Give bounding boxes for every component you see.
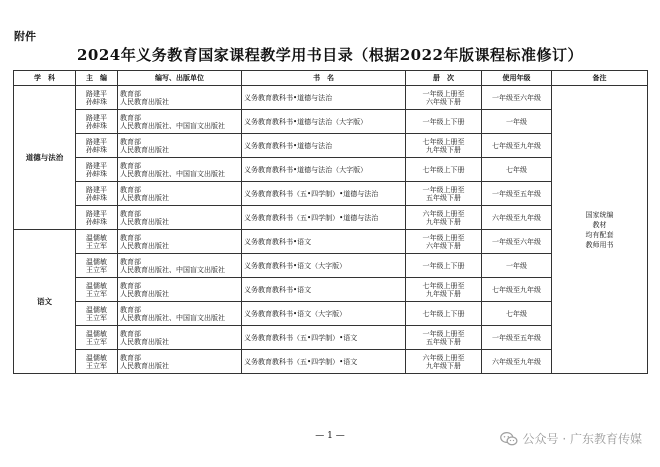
cell-line: 王立军 [86,265,107,274]
cell-line: 路建平 [86,113,107,122]
table-body [14,86,648,374]
watermark [500,430,642,447]
cell-line: 教育部 [120,281,141,290]
volume-cell [406,350,482,374]
publisher-cell [118,254,242,278]
cell-line: 温儒敏 [86,329,107,338]
volume-cell [406,134,482,158]
cell-line: 教育部 [120,305,141,314]
attachment-label: 附件 [14,30,36,43]
cell-line: 教育部 [120,209,141,218]
cell-line: 六年级下册 [426,97,461,106]
volume-cell [406,230,482,254]
book-title-cell: 义务教育教科书（五•四学制）•语文 [242,326,406,350]
cell-line: 人民教育出版社 [120,361,169,370]
book-title-cell: 义务教育教科书•道德与法治 [242,134,406,158]
publisher-cell [118,278,242,302]
subject-cell: 道德与法治 [14,86,76,230]
cell-line: 九年级下册 [426,361,461,370]
editor-cell [76,110,118,134]
cell-line: 路建平 [86,185,107,194]
cell-line: 温儒敏 [86,281,107,290]
cell-line: 教材 [592,220,607,229]
cell-line: 教育部 [120,353,141,362]
volume-cell [406,86,482,110]
publisher-cell [118,110,242,134]
cell-line: 一年级上下册 [422,261,465,270]
cell-line: 人民教育出版社 [120,145,169,154]
header-subject: 学 科 [14,71,76,86]
cell-line: 六年级下册 [426,241,461,250]
editor-cell [76,206,118,230]
editor-cell [76,230,118,254]
cell-line: 教育部 [120,89,141,98]
publisher-cell [118,206,242,230]
page-number: — 1 — [315,431,345,441]
watermark-text: 公众号 · 广东教育传媒 [522,432,642,446]
cell-line: 教育部 [120,257,141,266]
cell-line: 路建平 [86,137,107,146]
cell-line: 人民教育出版社 [120,241,169,250]
cell-line: 人民教育出版社 [120,289,169,298]
cell-line: 人民教育出版社 [120,193,169,202]
cell-line: 一年级上下册 [422,117,465,126]
editor-cell [76,86,118,110]
cell-line: 一年级上册至 [422,89,465,98]
cell-line: 孙蚌珠 [86,169,107,178]
cell-line: 教育部 [120,137,141,146]
volume-cell [406,206,482,230]
cell-line: 人民教育出版社、中国盲文出版社 [120,169,225,178]
book-title-cell: 义务教育教科书•道德与法治 [242,86,406,110]
book-title-cell: 义务教育教科书•语文 [242,278,406,302]
editor-cell [76,326,118,350]
cell-line: 教育部 [120,233,141,242]
grade-cell: 六年级至九年级 [482,206,552,230]
cell-line: 王立军 [86,361,107,370]
cell-line: 路建平 [86,89,107,98]
cell-line: 孙蚌珠 [86,121,107,130]
cell-line: 一年级上册至 [422,185,465,194]
cell-line: 人民教育出版社 [120,97,169,106]
note-cell [552,86,648,374]
grade-cell: 七年级至九年级 [482,278,552,302]
cell-line: 路建平 [86,161,107,170]
book-title-cell: 义务教育教科书•语文 [242,230,406,254]
cell-line: 七年级上册至 [422,137,465,146]
cell-line: 孙蚌珠 [86,97,107,106]
grade-cell: 七年级 [482,302,552,326]
cell-line: 温儒敏 [86,257,107,266]
grade-cell: 一年级至五年级 [482,182,552,206]
editor-cell [76,134,118,158]
cell-line: 教育部 [120,161,141,170]
cell-line: 六年级上册至 [422,353,465,362]
cell-line: 七年级上下册 [422,309,465,318]
wechat-icon [500,431,518,447]
publisher-cell [118,230,242,254]
cell-line: 教育部 [120,185,141,194]
cell-line: 孙蚌珠 [86,193,107,202]
cell-line: 温儒敏 [86,305,107,314]
textbook-catalog-table [13,70,648,374]
grade-cell: 一年级至六年级 [482,86,552,110]
table-header-row [14,71,648,86]
cell-line: 教育部 [120,329,141,338]
cell-line: 孙蚌珠 [86,145,107,154]
subject-cell: 语文 [14,230,76,374]
cell-line: 王立军 [86,289,107,298]
cell-line: 七年级上册至 [422,281,465,290]
cell-line: 人民教育出版社、中国盲文出版社 [120,265,225,274]
publisher-cell [118,86,242,110]
cell-line: 七年级上下册 [422,165,465,174]
cell-line: 教师用书 [585,240,614,249]
header-note: 备注 [552,71,648,86]
document-title: 2024年义务教育国家课程教学用书目录（根据2022年版课程标准修订） [77,46,583,64]
grade-cell: 一年级至五年级 [482,326,552,350]
cell-line: 九年级下册 [426,289,461,298]
editor-cell [76,158,118,182]
volume-cell [406,326,482,350]
publisher-cell [118,326,242,350]
grade-cell: 六年级至九年级 [482,350,552,374]
publisher-cell [118,182,242,206]
cell-line: 温儒敏 [86,353,107,362]
cell-line: 王立军 [86,337,107,346]
editor-cell [76,302,118,326]
cell-line: 人民教育出版社 [120,217,169,226]
editor-cell [76,182,118,206]
volume-cell [406,254,482,278]
book-title-cell: 义务教育教科书•语文（大字版） [242,254,406,278]
book-title-cell: 义务教育教科书（五•四学制）•道德与法治 [242,182,406,206]
grade-cell: 一年级 [482,254,552,278]
editor-cell [76,254,118,278]
cell-line: 人民教育出版社 [120,337,169,346]
cell-line: 一年级上册至 [422,233,465,242]
cell-line: 王立军 [86,313,107,322]
header-volume: 册 次 [406,71,482,86]
publisher-cell [118,158,242,182]
cell-line: 五年级下册 [426,193,461,202]
cell-line: 孙蚌珠 [86,217,107,226]
editor-cell [76,278,118,302]
cell-line: 九年级下册 [426,217,461,226]
cell-line: 王立军 [86,241,107,250]
header-grade: 使用年级 [482,71,552,86]
cell-line: 人民教育出版社、中国盲文出版社 [120,313,225,322]
cell-line: 温儒敏 [86,233,107,242]
header-book: 书 名 [242,71,406,86]
cell-line: 人民教育出版社、中国盲文出版社 [120,121,225,130]
publisher-cell [118,302,242,326]
cell-line: 六年级上册至 [422,209,465,218]
cell-line: 路建平 [86,209,107,218]
editor-cell [76,350,118,374]
volume-cell [406,302,482,326]
volume-cell [406,158,482,182]
cell-line: 教育部 [120,113,141,122]
cell-line: 一年级上册至 [422,329,465,338]
header-publisher: 编写、出版单位 [118,71,242,86]
book-title-cell: 义务教育教科书•语文（大字版） [242,302,406,326]
volume-cell [406,110,482,134]
table-row [14,86,648,110]
cell-line: 国家统编 [585,210,614,219]
cell-line: 九年级下册 [426,145,461,154]
publisher-cell [118,350,242,374]
cell-line: 均有配套 [585,230,614,239]
book-title-cell: 义务教育教科书•道德与法治（大字版） [242,110,406,134]
cell-line: 五年级下册 [426,337,461,346]
volume-cell [406,182,482,206]
volume-cell [406,278,482,302]
grade-cell: 七年级 [482,158,552,182]
publisher-cell [118,134,242,158]
book-title-cell: 义务教育教科书•道德与法治（大字版） [242,158,406,182]
grade-cell: 一年级 [482,110,552,134]
book-title-cell: 义务教育教科书（五•四学制）•道德与法治 [242,206,406,230]
book-title-cell: 义务教育教科书（五•四学制）•语文 [242,350,406,374]
header-editor: 主 编 [76,71,118,86]
grade-cell: 七年级至九年级 [482,134,552,158]
grade-cell: 一年级至六年级 [482,230,552,254]
